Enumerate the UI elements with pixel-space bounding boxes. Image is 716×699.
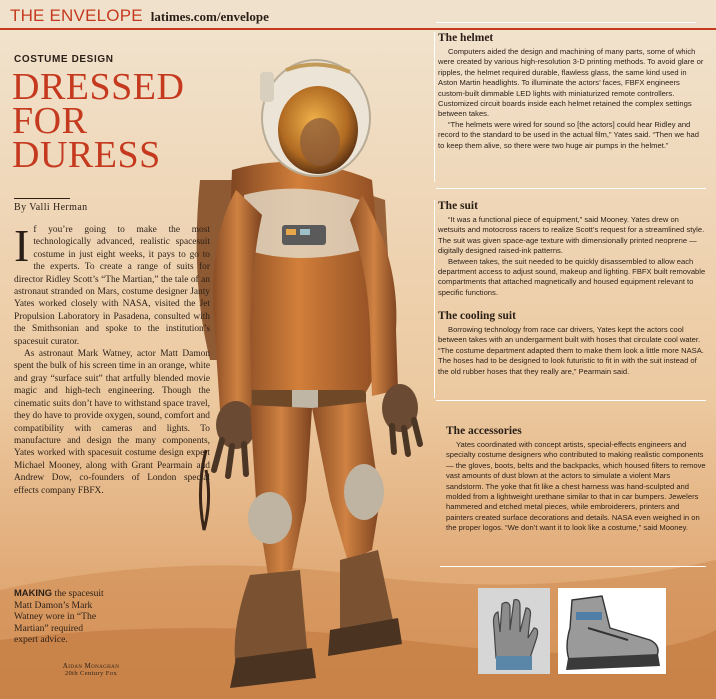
section-title: The accessories [446, 425, 522, 437]
caption-text: the spacesuit Matt Damon’s Mark Watney wore in “The Martian” required expert advice. [14, 588, 104, 645]
headline-line: FOR [12, 100, 88, 142]
section-paragraph: Between takes, the suit needed to be quickly disassembled to allow each department access to adjust sound, makeup and lighting. FBFX built removable compartments that attached magnetically and housed equipment relevant to specific functions. [438, 256, 706, 297]
section-title: The suit [438, 200, 478, 212]
section-helmet [438, 32, 706, 151]
section-paragraph: “The helmets were wired for sound so [the actors] could hear Ridley and record to the standard to be used in the actual film,” Yates said. “Then we had to keep them alive, so there were two huge air pumps in the helmet.” [438, 119, 700, 150]
section-title: The helmet [438, 32, 494, 44]
section-paragraph: Computers aided the design and machining of many parts, some of which were created by various high-resolution 3-D printing methods. To avoid glare or ripples, the helmet required durable, flawless glass, the same kind used in Aston Martin headlights. To illuminate the actors’ faces, FBFX engineers custom-built dimmable LED lights with miniaturized remote controllers. Customized circuit boards inside each helmet retained the complex settings between takes. [438, 47, 704, 119]
credit-name: Aidan Monaghan [62, 662, 120, 670]
section-rule [436, 400, 706, 401]
section-paragraph: Borrowing technology from race car drivers, Yates kept the actors cool between takes with an undergarment built with hoses that circulate cool water. “The costume department adapted them to make them look a little more NASA. The hoses had to be designed to look futuristic to fit in with the suit instead of the old rubber hoses that they really are,” Pearmain said. [438, 325, 704, 376]
section-paragraph: “It was a functional piece of equipment,” said Mooney. Yates drew on wetsuits and motocross racers to realize Scott’s request for a streamlined style. The suit was given space-age texture with dimensionally printed neoprene — digitally designed raised-ink patterns. [438, 215, 705, 256]
headline-line: DRESSED [12, 66, 185, 108]
body-paragraph [14, 220, 210, 348]
section-accessories [446, 425, 708, 534]
photo-caption [14, 587, 104, 646]
section-cooling-suit [438, 310, 706, 377]
body-paragraph-text: f you’re going to make the most technologically advanced, realistic spacesuit costume in just eight weeks, it pays to go to the experts. To create a range of suits for director Ridley Scott’s “The Martian,” the tale of an astronaut stranded on Mars, costume designer Janty Yates worked closely with NASA, visited the Jet Propulsion Laboratory in Pasadena, consulted with the Smithsonian and spoke to the institution’s spacesuit curator. [14, 225, 210, 347]
glove-icon [478, 588, 550, 674]
section-url[interactable]: latimes.com/envelope [150, 9, 269, 24]
section-paragraph: Yates coordinated with concept artists, special-effects engineers and specialty costume designers who contributed to making realistic components — the gloves, boots, belts and the backpacks, which housed filters to remove vast amounts of dust blown at the actors to simulate a violent Mars sandstorm. The yoke that fit like a chest harness was hand-sculpted and molded from a lightweight urethane similar to that in car bumpers. Jewelers hammered and etched metal pieces, while embroiderers, printers and painters created surface decorations and details. NASA even weighed in on the proper logos. “We don’t want it to look like a costume,” said Mooney. [446, 440, 706, 533]
glove-photo [478, 588, 550, 674]
caption-lead: MAKING [14, 587, 53, 598]
headline-line: DURESS [12, 134, 161, 176]
section-suit [438, 200, 706, 298]
section-bar [434, 200, 435, 398]
boot-icon [558, 588, 666, 674]
photo-credit [46, 662, 136, 678]
section-rule [436, 188, 706, 189]
byline: By Valli Herman [14, 202, 88, 213]
body-paragraph: As astronaut Mark Watney, actor Matt Damon spent the bulk of his screen time in an orange, white and gray “surface suit” that artfully blended movie magic and high-tech engineering. Though the cinematic suits don’t have to withstand space travel, they do have to provide oxygen, sound, comfort and compatibility with cameras and lights. To manufacture and design the many components, Yates worked with spacesuit costume design expert Michael Mooney, along with Grant Pearmain and Andrew Dow, co-founders of London special effects company FBFX. [14, 349, 210, 496]
section-bar [434, 32, 435, 182]
masthead [10, 6, 269, 28]
section-title: THE ENVELOPE [10, 6, 143, 25]
article-body [14, 220, 210, 497]
headline [12, 66, 212, 176]
boot-photo [558, 588, 666, 674]
section-rule [436, 22, 696, 23]
credit-org: 20th Century Fox [64, 670, 118, 677]
section-rule [440, 566, 706, 567]
byline-rule [14, 198, 70, 199]
drop-cap: I [14, 220, 30, 271]
kicker: COSTUME DESIGN [14, 54, 114, 65]
section-title: The cooling suit [438, 310, 516, 322]
